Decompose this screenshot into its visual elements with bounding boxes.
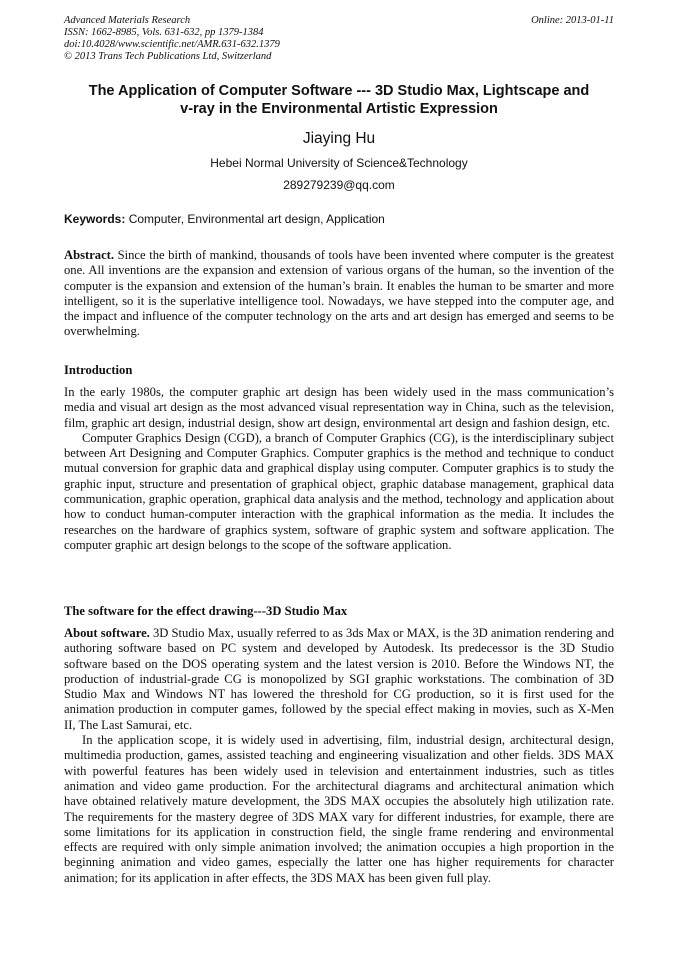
title-line-2: v-ray in the Environmental Artistic Expression: [180, 101, 498, 117]
doi-line: doi:10.4028/www.scientific.net/AMR.631-632.1379: [64, 39, 280, 50]
keywords-label: Keywords:: [64, 212, 126, 226]
author-email: 289279239@qq.com: [283, 178, 395, 192]
keywords-list: Computer, Environmental art design, Application: [125, 212, 385, 226]
section-3dsmax-body: [64, 626, 614, 886]
abstract-text: Since the birth of mankind, thousands of tools have been invented where computer is the greatest one. All inventions are the expansion and extension of various organs of the human, so the invention of the computer is the expansion and extension of the human’s brain. It enables the human to be smarter and more intelligent, so it is the superlative intelligence tool. Nowadays, we have stepped into the computer age, and the impact and influence of the computer technology on the arts and art design has emerged and seems to be overwhelming.: [64, 248, 614, 339]
issn-line: ISSN: 1662-8985, Vols. 631-632, pp 1379-1384: [64, 27, 264, 38]
introduction-body: [64, 385, 614, 553]
application-scope-paragraph: In the application scope, it is widely used in advertising, film, industrial design, architectural design, multimedia production, games, assisted teaching and engineering visualization and other fields. 3DS MAX with powerful features has been widely used in television and entertainment industries, such as titles animation and video game production. For the architectural diagrams and architectural animation which have obtained relatively mature development, the 3DS MAX occupies the absolutely high utilization rate. The requirements for the mastery degree of 3DS MAX vary for different industries, for example, there are some limitations for its application in construction field, the single frame rendering and environmental effects are required with only simple animation involved; the animation occupies a high proportion in the beginning animation and video games, especially the latter one has higher requirements for character animation; for its application in after effects, the 3DS MAX has been given full play.: [64, 733, 614, 885]
online-date: Online: 2013-01-11: [531, 15, 614, 26]
paper-title: [40, 82, 638, 118]
about-software-text: 3D Studio Max, usually referred to as 3ds Max or MAX, is the 3D animation rendering and authoring software based on PC system and developed by Autodesk. Its predecessor is the 3D Studio software based on the DOS operating system and the latest version is 2010. Before the Windows NT, the production of industrial-grade CG is monopolized by SGI graphic workstations. The combination of 3D Studio Max and Windows NT has lowered the threshold for CG production, so it is first used for the animation production in computer games, followed by the special effect making in movies, such as X-Men II, The Last Samurai, etc.: [64, 626, 614, 732]
keywords: [64, 212, 614, 226]
abstract-label: Abstract.: [64, 248, 115, 262]
author-affiliation: Hebei Normal University of Science&Technology: [210, 156, 468, 170]
intro-paragraph-2: Computer Graphics Design (CGD), a branch of Computer Graphics (CG), is the interdisciplinary subject between Art Designing and Computer Graphics. Computer graphics is the method and technique to conduct mutual conversion for graphic data and graphical display using computer. Computer graphics is to study the graphic input, structure and presentation of graphical object, graphic database management, graphical data communication, graphic operation, graphical data analysis and the method, technology and application about how to conduct human-computer interaction with the graphical information as the media. It includes the researches on the hardware of graphics system, software of graphic system and software application. The computer graphic art design belongs to the scope of the software application.: [64, 430, 614, 552]
section-heading-introduction: Introduction: [64, 363, 133, 377]
author-name: Jiaying Hu: [302, 130, 376, 147]
intro-paragraph-1: In the early 1980s, the computer graphic art design has been widely used in the mass communication’s media and visual art design as the most advanced visual representation way in China, such as the television, film, graphic art design, industrial design, show art design, environmental art design and fashion design, etc.: [64, 385, 614, 430]
abstract: [64, 248, 614, 340]
about-software-label: About software.: [64, 626, 150, 640]
copyright-line: © 2013 Trans Tech Publications Ltd, Switzerland: [64, 51, 272, 62]
journal-name: Advanced Materials Research: [64, 15, 191, 26]
section-heading-3dsmax: The software for the effect drawing---3D Studio Max: [64, 604, 348, 618]
title-line-1: The Application of Computer Software --- 3D Studio Max, Lightscape and: [88, 83, 590, 99]
journal-header: [64, 15, 614, 63]
